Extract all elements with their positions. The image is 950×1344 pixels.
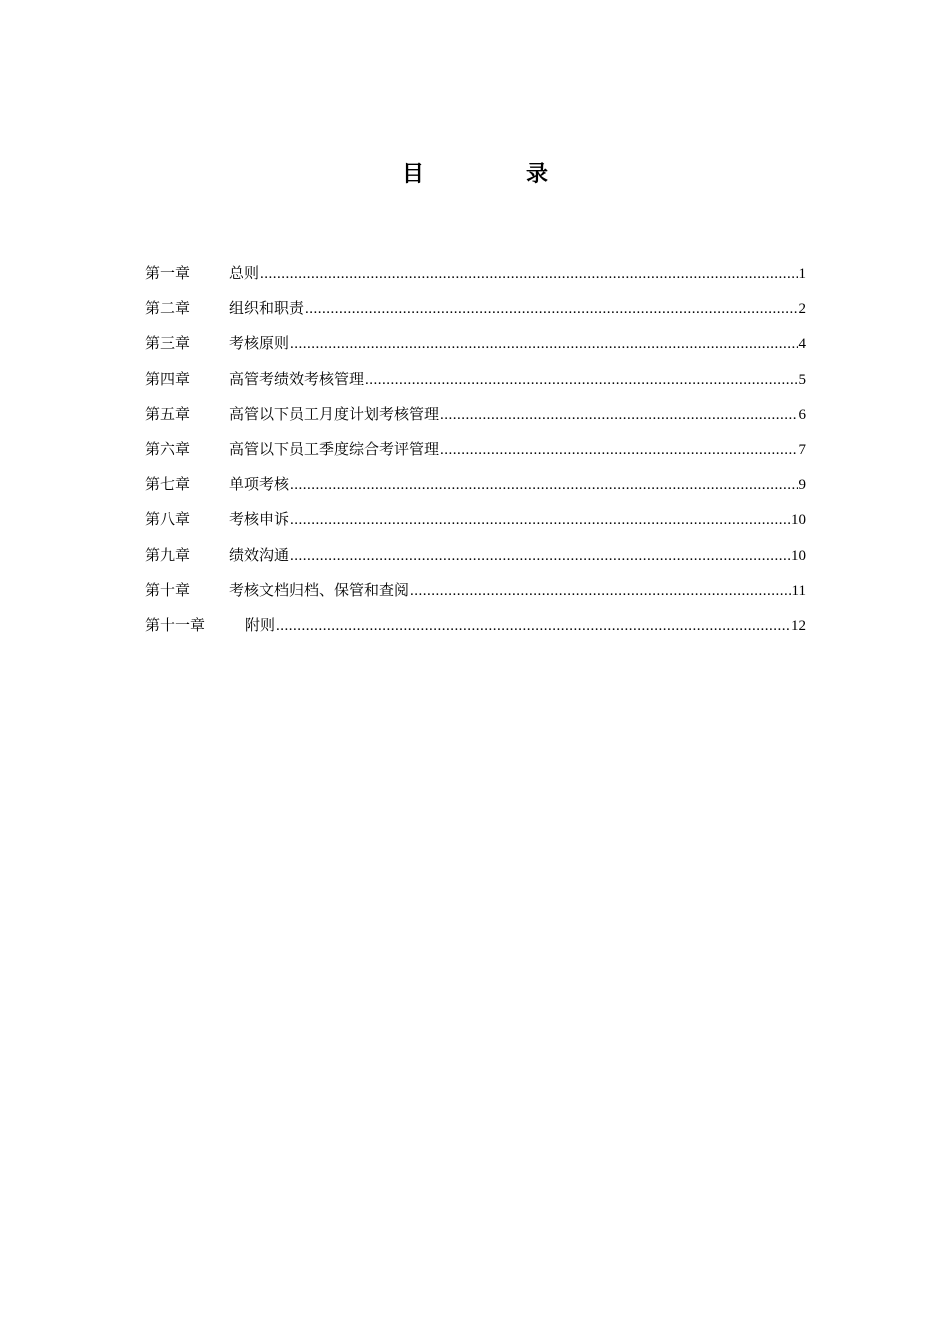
- toc-chapter-number: 第一章: [145, 264, 191, 282]
- toc-page-number: 6: [798, 406, 806, 423]
- toc-entry-9[interactable]: [145, 543, 806, 578]
- toc-chapter-title: 高管以下员工季度综合考评管理: [229, 439, 440, 458]
- toc-page-number: 5: [798, 371, 806, 388]
- toc-chapter-number: 第十章: [145, 580, 191, 599]
- toc-list: [145, 261, 806, 648]
- toc-entry-5[interactable]: [145, 402, 806, 437]
- toc-page-number: 10: [791, 512, 806, 529]
- toc-chapter-number: 第二章: [145, 299, 191, 318]
- toc-chapter-title: 考核申诉: [229, 510, 290, 529]
- toc-chapter-title: 高管考绩效考核管理: [229, 369, 365, 388]
- toc-page-number: 2: [798, 301, 806, 318]
- toc-chapter-title: 附则: [245, 615, 276, 634]
- toc-dot-leader: [365, 368, 797, 392]
- toc-entry-3[interactable]: [145, 331, 806, 366]
- toc-chapter-number: 第四章: [145, 369, 191, 388]
- toc-chapter-title: 绩效沟通: [229, 545, 290, 564]
- toc-page-number: 4: [798, 336, 806, 353]
- toc-entry-10[interactable]: [145, 578, 806, 613]
- toc-entry-1[interactable]: [145, 261, 806, 296]
- toc-chapter-title: 考核原则: [229, 334, 290, 353]
- toc-dot-leader: [305, 297, 797, 321]
- toc-page-number: 10: [791, 547, 806, 564]
- toc-chapter-number: 第八章: [145, 510, 191, 529]
- toc-chapter-number: 第九章: [145, 545, 191, 564]
- toc-chapter-title: 考核文档归档、保管和查阅: [229, 580, 410, 599]
- toc-dot-leader: [440, 438, 797, 462]
- toc-entry-4[interactable]: [145, 367, 806, 402]
- toc-chapter-number: 第七章: [145, 475, 191, 494]
- toc-entry-8[interactable]: [145, 507, 806, 542]
- toc-entry-11[interactable]: [145, 613, 806, 648]
- toc-page-number: 9: [798, 477, 806, 494]
- toc-entry-7[interactable]: [145, 472, 806, 507]
- toc-dot-leader: [290, 332, 797, 356]
- toc-chapter-number: 第十一章: [145, 615, 206, 634]
- toc-entry-2[interactable]: [145, 296, 806, 331]
- toc-chapter-number: 第六章: [145, 439, 191, 458]
- toc-dot-leader: [290, 544, 790, 568]
- toc-page-number: 1: [798, 266, 806, 282]
- toc-dot-leader: [276, 614, 790, 638]
- toc-entry-6[interactable]: [145, 437, 806, 472]
- toc-dot-leader: [290, 473, 797, 497]
- toc-chapter-title: 高管以下员工月度计划考核管理: [229, 404, 440, 423]
- toc-title: 目 录: [401, 161, 588, 187]
- toc-chapter-title: 单项考核: [229, 475, 290, 494]
- toc-dot-leader: [410, 579, 791, 603]
- toc-chapter-title: 组织和职责: [229, 299, 305, 318]
- toc-dot-leader: [260, 262, 797, 286]
- toc-dot-leader: [290, 508, 790, 532]
- toc-page-number: 12: [791, 617, 806, 634]
- toc-chapter-number: 第五章: [145, 404, 191, 423]
- toc-dot-leader: [440, 403, 797, 427]
- toc-chapter-number: 第三章: [145, 334, 191, 353]
- toc-page-number: 11: [791, 582, 806, 599]
- toc-chapter-title: 总则: [229, 264, 260, 282]
- toc-page-number: 7: [798, 441, 806, 458]
